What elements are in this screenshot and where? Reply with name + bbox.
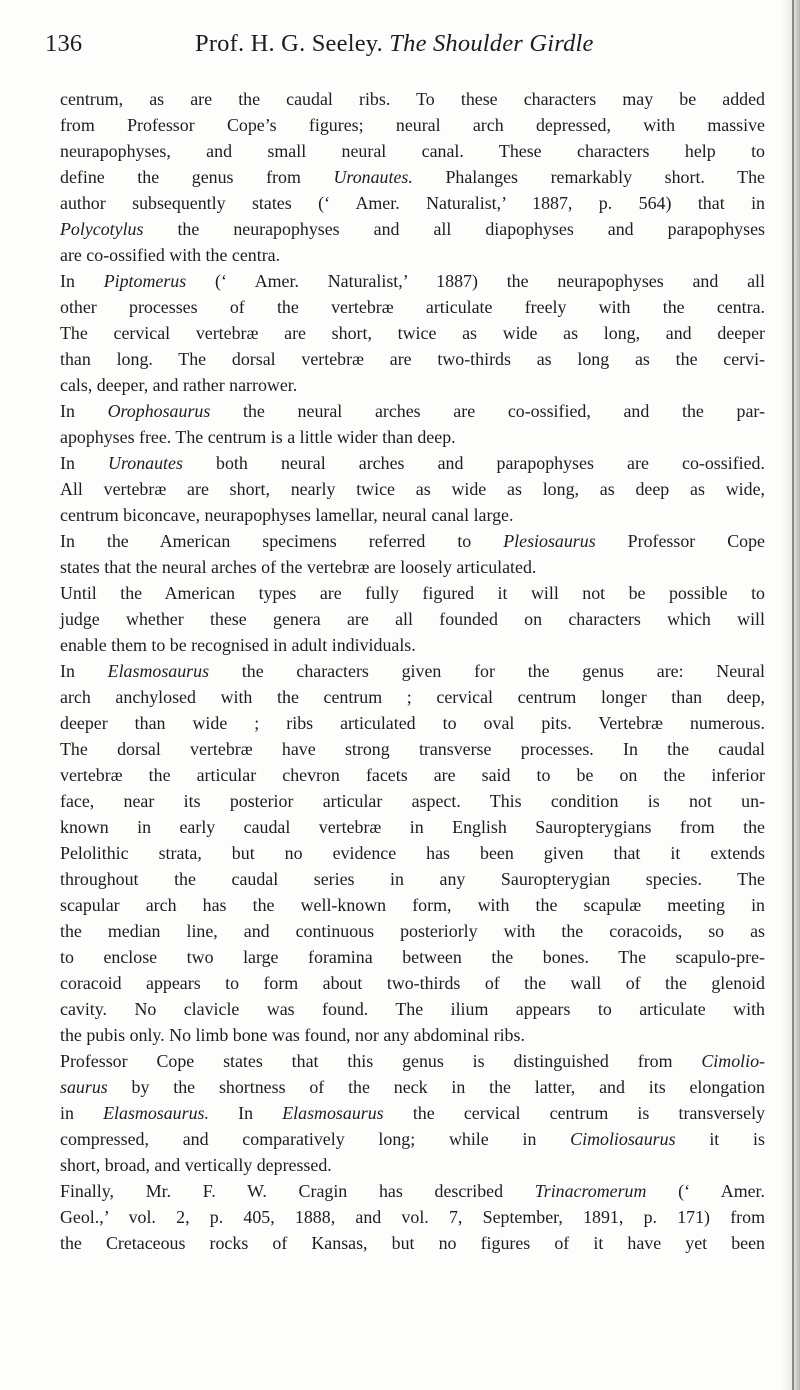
text-run: Phalanges remarkably short. The [412, 167, 765, 187]
text-run: are co-ossified with the centra. [60, 245, 281, 265]
text-line [60, 216, 765, 242]
text-run: by the shortness of the neck in the latter, and its elongation [107, 1077, 765, 1097]
text-run: In [60, 661, 108, 681]
text-run: cavity. No clavicle was found. The ilium appears to articulate with [60, 999, 765, 1019]
text-run: Finally, Mr. F. W. Cragin has described [60, 1181, 535, 1201]
text-line [60, 112, 765, 138]
header-title: The Shoulder Girdle [389, 30, 594, 57]
text-run: (‘ Amer. Naturalist,’ 1887) the neurapophyses and all [186, 271, 765, 291]
page-number: 136 [45, 30, 83, 57]
text-run: from Professor Cope’s figures; neural arch depressed, with massive [60, 115, 765, 135]
text-run: other processes of the vertebræ articulate freely with the centra. [60, 297, 765, 317]
text-run: vertebræ the articular chevron facets are said to be on the inferior [60, 765, 765, 785]
italic-text: Uronautes. [333, 167, 413, 187]
text-line [60, 892, 765, 918]
italic-text: Elasmosaurus [107, 661, 210, 681]
body-text [60, 86, 765, 1256]
text-line [60, 710, 765, 736]
running-header [45, 30, 785, 66]
text-line [60, 762, 765, 788]
italic-text: Trinacromerum [534, 1181, 647, 1201]
text-line [60, 1152, 765, 1178]
text-run: The dorsal vertebræ have strong transverse processes. In the caudal [60, 739, 765, 759]
text-run: All vertebræ are short, nearly twice as wide as long, as deep as wide, [60, 479, 765, 499]
text-run: cals, deeper, and rather narrower. [60, 375, 298, 395]
text-run: it is [675, 1129, 765, 1149]
text-line [60, 1048, 765, 1074]
text-line [60, 970, 765, 996]
text-line [60, 450, 765, 476]
text-run: in [60, 1103, 104, 1123]
text-line [60, 1178, 765, 1204]
text-run: In [60, 453, 109, 473]
text-line [60, 164, 765, 190]
text-run: the median line, and continuous posteriorly with the coracoids, so as [60, 921, 765, 941]
page-edge-line [792, 0, 794, 1390]
text-run: to enclose two large foramina between the bones. The scapulo-pre- [60, 947, 765, 967]
text-run: centrum, as are the caudal ribs. To these characters may be added [60, 89, 765, 109]
text-line [60, 918, 765, 944]
text-line [60, 476, 765, 502]
text-line [60, 242, 765, 268]
text-run: Pelolithic strata, but no evidence has been given that it extends [60, 843, 765, 863]
text-line [60, 528, 765, 554]
text-line [60, 372, 765, 398]
text-line [60, 346, 765, 372]
text-line [60, 190, 765, 216]
text-run: arch anchylosed with the centrum ; cervical centrum longer than deep, [60, 687, 765, 707]
text-line [60, 554, 765, 580]
text-run: both neural arches and parapophyses are co-ossified. [182, 453, 765, 473]
text-run: (‘ Amer. [646, 1181, 765, 1201]
text-run: define the genus from [60, 167, 334, 187]
text-line [60, 398, 765, 424]
text-line [60, 1022, 765, 1048]
text-run: the neurapophyses and all diapophyses and parapophyses [143, 219, 765, 239]
italic-text: Uronautes [108, 453, 183, 473]
text-run: The cervical vertebræ are short, twice as wide as long, and deeper [60, 323, 765, 343]
text-run: In the American specimens referred to [60, 531, 504, 551]
text-line [60, 1126, 765, 1152]
text-run: the neural arches are co-ossified, and the par- [210, 401, 765, 421]
text-run: than long. The dorsal vertebræ are two-thirds as long as the cervi- [60, 349, 765, 369]
text-line [60, 944, 765, 970]
italic-text: Elasmosaurus [282, 1103, 384, 1123]
italic-text: Plesiosaurus [503, 531, 596, 551]
running-title [195, 30, 594, 58]
text-line [60, 996, 765, 1022]
text-run: neurapophyses, and small neural canal. These characters help to [60, 141, 765, 161]
italic-text: Orophosaurus [107, 401, 211, 421]
page-edge-shadow [782, 0, 800, 1390]
text-run: the Cretaceous rocks of Kansas, but no figures of it have yet been [60, 1233, 765, 1253]
text-line [60, 502, 765, 528]
text-run: known in early caudal vertebræ in English Sauropterygians from the [60, 817, 765, 837]
text-line [60, 268, 765, 294]
text-line [60, 684, 765, 710]
text-run: judge whether these genera are all founded on characters which will [60, 609, 765, 629]
text-line [60, 814, 765, 840]
text-run: short, broad, and vertically depressed. [60, 1155, 332, 1175]
text-run: deeper than wide ; ribs articulated to oval pits. Vertebræ numerous. [60, 713, 765, 733]
text-line [60, 138, 765, 164]
text-line [60, 788, 765, 814]
text-line [60, 632, 765, 658]
text-run: Professor Cope [595, 531, 765, 551]
text-line [60, 294, 765, 320]
text-line [60, 1074, 765, 1100]
text-run: In [60, 401, 108, 421]
text-run: apophyses free. The centrum is a little wider than deep. [60, 427, 456, 447]
text-run: enable them to be recognised in adult individuals. [60, 635, 416, 655]
text-run: centrum biconcave, neurapophyses lamellar, neural canal large. [60, 505, 514, 525]
text-run: the characters given for the genus are: Neural [209, 661, 765, 681]
text-line [60, 866, 765, 892]
text-line [60, 320, 765, 346]
text-line [60, 840, 765, 866]
text-run: In [208, 1103, 283, 1123]
text-line [60, 1100, 765, 1126]
text-run: face, near its posterior articular aspect. This condition is not un- [60, 791, 765, 811]
text-run: the cervical centrum is transversely [383, 1103, 765, 1123]
header-author: Prof. H. G. Seeley. [195, 30, 383, 57]
italic-text: saurus [60, 1077, 108, 1097]
text-run: compressed, and comparatively long; while in [60, 1129, 571, 1149]
text-run: the pubis only. No limb bone was found, nor any abdominal ribs. [60, 1025, 525, 1045]
italic-text: Piptomerus [103, 271, 187, 291]
italic-text: Polycotylus [60, 219, 144, 239]
text-run: Geol.,’ vol. 2, p. 405, 1888, and vol. 7, September, 1891, p. 171) from [60, 1207, 765, 1227]
text-line [60, 658, 765, 684]
text-run: Until the American types are fully figured it will not be possible to [60, 583, 765, 603]
text-line [60, 1230, 765, 1256]
italic-text: Cimolio- [701, 1051, 765, 1071]
text-run: scapular arch has the well-known form, with the scapulæ meeting in [60, 895, 765, 915]
text-line [60, 86, 765, 112]
italic-text: Elasmosaurus. [103, 1103, 209, 1123]
text-run: throughout the caudal series in any Sauropterygian species. The [60, 869, 765, 889]
text-run: states that the neural arches of the vertebræ are loosely articulated. [60, 557, 537, 577]
text-run: In [60, 271, 104, 291]
text-run: Professor Cope states that this genus is distinguished from [60, 1051, 702, 1071]
text-run: author subsequently states (‘ Amer. Naturalist,’ 1887, p. 564) that in [60, 193, 765, 213]
italic-text: Cimoliosaurus [570, 1129, 676, 1149]
text-line [60, 424, 765, 450]
text-run: coracoid appears to form about two-thirds of the wall of the glenoid [60, 973, 765, 993]
text-line [60, 580, 765, 606]
text-line [60, 1204, 765, 1230]
text-line [60, 736, 765, 762]
text-line [60, 606, 765, 632]
